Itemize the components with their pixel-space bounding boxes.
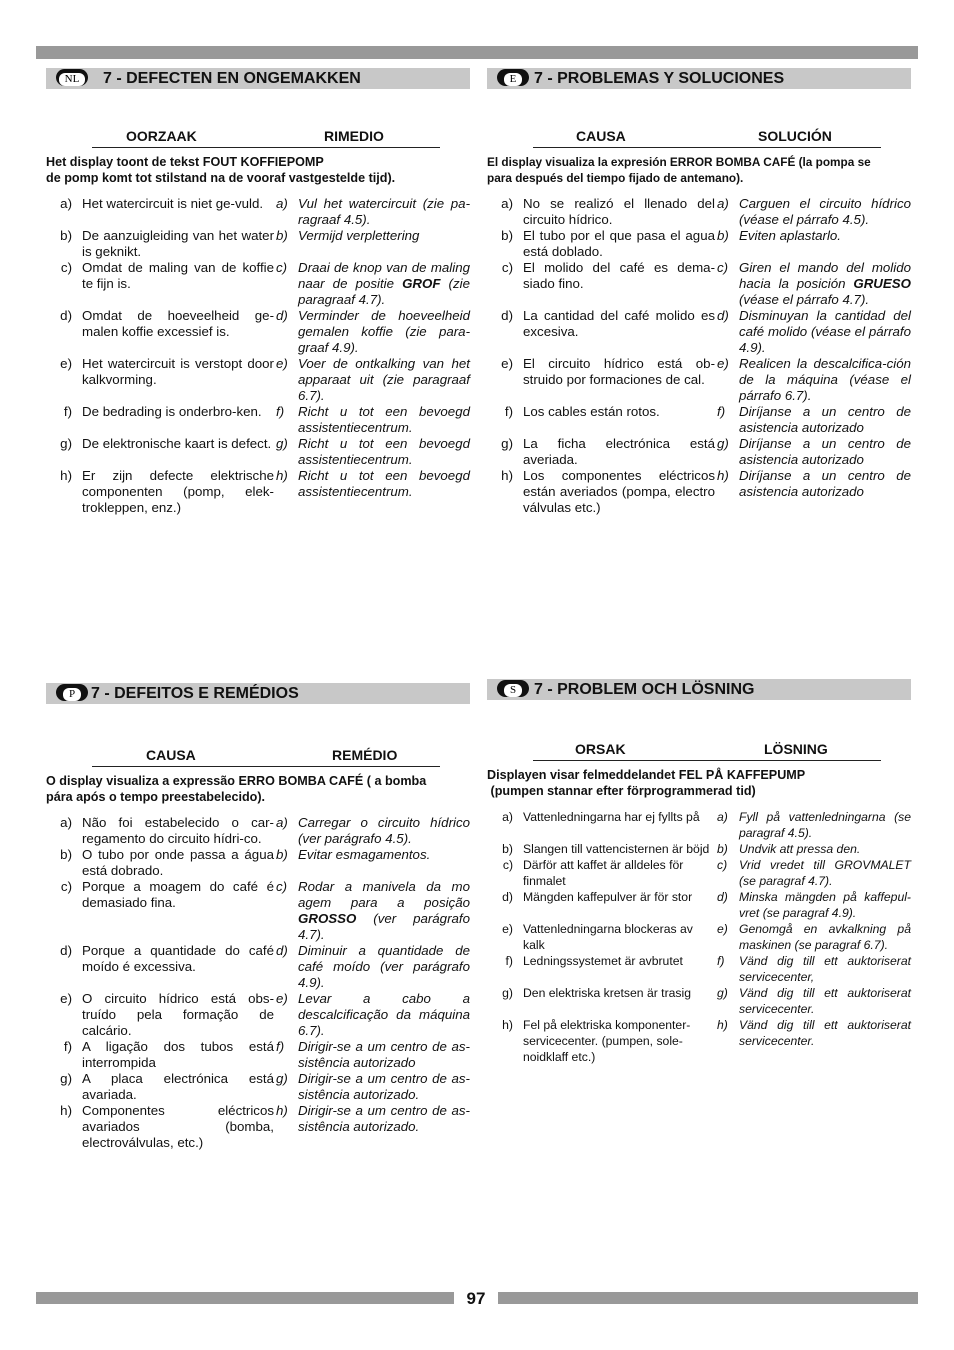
cause-letter: g) bbox=[502, 986, 513, 1000]
cause-text: El circuito hídrico está ob-struido por formaciones de cal. bbox=[523, 356, 715, 387]
rows bbox=[46, 196, 470, 516]
remedy-letter: b) bbox=[717, 228, 729, 243]
cause-letter: f) bbox=[63, 1039, 72, 1054]
cause-cell bbox=[487, 889, 715, 921]
remedy-header: LÖSNING bbox=[764, 741, 828, 757]
table-row bbox=[46, 943, 470, 991]
rows bbox=[487, 809, 911, 1065]
cause-text: Den elektriska kretsen är trasig bbox=[523, 986, 691, 1000]
remedy-text: Levar a cabo a descalcificação da máquina 6.7). bbox=[298, 991, 470, 1038]
cause-text: Därför att kaffet är alldeles för finmalet bbox=[523, 858, 684, 888]
table-row bbox=[46, 228, 470, 260]
top-bar bbox=[36, 46, 918, 59]
cause-letter: g) bbox=[60, 1071, 72, 1086]
cause-text: De aanzuigleiding van het water is geknikt. bbox=[82, 228, 274, 259]
cause-text: Porque a quantidade do café moído é excessiva. bbox=[82, 943, 274, 974]
page-number: 97 bbox=[466, 1289, 486, 1308]
cause-letter: h) bbox=[60, 1103, 72, 1118]
remedy-cell bbox=[715, 1017, 911, 1065]
table-row bbox=[487, 809, 911, 841]
cause-cell bbox=[46, 468, 274, 516]
remedy-cell bbox=[715, 857, 911, 889]
remedy-letter: a) bbox=[717, 810, 728, 824]
remedy-text: Carregar o circuito hídrico (ver parágrafo 4.5). bbox=[298, 815, 470, 846]
remedy-letter: f) bbox=[276, 404, 285, 419]
table-row bbox=[46, 436, 470, 468]
section-header bbox=[46, 683, 470, 704]
remedy-letter: c) bbox=[276, 879, 288, 894]
table-row bbox=[487, 308, 911, 356]
cause-text: Não foi estabelecido o car-regamento do circuito hídri-co. bbox=[82, 815, 274, 846]
table-row bbox=[487, 1017, 911, 1065]
table-row bbox=[46, 468, 470, 516]
cause-cell bbox=[487, 1017, 715, 1065]
cause-letter: c) bbox=[60, 260, 72, 275]
cause-cell bbox=[46, 228, 274, 260]
remedy-text: Realicen la descalcifica-ción de la máquina (véase el párrafo 6.7). bbox=[739, 356, 911, 403]
cause-cell bbox=[46, 196, 274, 228]
table-row bbox=[487, 356, 911, 404]
cause-cell bbox=[46, 879, 274, 943]
remedy-header: SOLUCIÓN bbox=[758, 128, 832, 144]
table-row bbox=[46, 1103, 470, 1151]
cause-cell bbox=[46, 260, 274, 308]
cause-letter: b) bbox=[501, 228, 513, 243]
cause-letter: d) bbox=[502, 890, 513, 904]
remedy-cell bbox=[715, 809, 911, 841]
cause-cell bbox=[46, 943, 274, 991]
table-row bbox=[46, 196, 470, 228]
cause-letter: c) bbox=[502, 858, 513, 872]
remedy-letter: g) bbox=[276, 436, 288, 451]
cause-text: Het watercircuit is niet ge-vuld. bbox=[82, 196, 264, 211]
table-row bbox=[487, 857, 911, 889]
cause-letter: b) bbox=[60, 228, 72, 243]
cause-text: No se realizó el llenado del circuito hídrico. bbox=[523, 196, 715, 227]
cause-text: O circuito hídrico está obs-truído pela formação de calcário. bbox=[82, 991, 274, 1038]
cause-text: La ficha electrónica está averiada. bbox=[523, 436, 715, 467]
rows bbox=[487, 196, 911, 516]
remedy-cell bbox=[274, 436, 470, 468]
remedy-letter: d) bbox=[276, 308, 288, 323]
cause-cell bbox=[487, 196, 715, 228]
cause-text: A placa electrónica está avariada. bbox=[82, 1071, 274, 1102]
section-header bbox=[487, 679, 911, 700]
cause-cell bbox=[487, 985, 715, 1017]
remedy-text: Carguen el circuito hídrico (véase el párrafo 4.5). bbox=[739, 196, 911, 227]
language-badge: NL bbox=[56, 69, 88, 86]
cause-letter: e) bbox=[60, 356, 72, 371]
remedy-text: Diríjanse a un centro de asistencia autorizado bbox=[739, 404, 911, 435]
cause-text: Omdat de hoeveelheid ge-malen koffie excessief is. bbox=[82, 308, 274, 339]
cause-cell bbox=[46, 356, 274, 404]
cause-cell bbox=[487, 809, 715, 841]
cause-cell bbox=[487, 356, 715, 404]
table-row bbox=[46, 1071, 470, 1103]
table-row bbox=[487, 921, 911, 953]
remedy-letter: d) bbox=[717, 890, 728, 904]
problem-description: Displayen visar felmeddelandet FEL PÅ KAFFEPUMP (pumpen stannar efter förprogrammerad tid) bbox=[487, 768, 806, 798]
cause-cell bbox=[487, 228, 715, 260]
section-title: 7 - DEFECTEN EN ONGEMAKKEN bbox=[103, 70, 361, 87]
table-row bbox=[487, 196, 911, 228]
remedy-letter: e) bbox=[717, 356, 729, 371]
cause-letter: f) bbox=[504, 404, 513, 419]
cause-letter: b) bbox=[502, 842, 513, 856]
remedy-text: Undvik att pressa den. bbox=[739, 842, 861, 856]
remedy-text: Richt u tot een bevoegd assistentiecentrum. bbox=[298, 468, 470, 499]
remedy-text: Richt u tot een bevoegd assistentiecentrum. bbox=[298, 404, 470, 435]
remedy-text: Eviten aplastarlo. bbox=[739, 228, 841, 243]
remedy-text: Vänd dig till ett auktoriserat servicecenter, bbox=[739, 954, 911, 984]
cause-letter: a) bbox=[60, 815, 72, 830]
table-row bbox=[46, 879, 470, 943]
remedy-text: Diminuir a quantidade de café moído (ver parágrafo 4.9). bbox=[298, 943, 470, 990]
table-row bbox=[487, 889, 911, 921]
cause-letter: f) bbox=[505, 954, 513, 968]
remedy-cell bbox=[715, 436, 911, 468]
column-headers bbox=[533, 738, 881, 761]
remedy-cell bbox=[715, 196, 911, 228]
cause-cell bbox=[46, 308, 274, 356]
remedy-cell bbox=[715, 308, 911, 356]
cause-letter: g) bbox=[60, 436, 72, 451]
remedy-cell bbox=[274, 356, 470, 404]
remedy-letter: f) bbox=[276, 1039, 285, 1054]
remedy-letter: h) bbox=[717, 1018, 728, 1032]
remedy-letter: e) bbox=[717, 922, 728, 936]
cause-text: O tubo por onde passa a água está dobrado. bbox=[82, 847, 274, 878]
remedy-text: Vänd dig till ett auktoriserat servicecenter. bbox=[739, 986, 911, 1016]
cause-text: De elektronische kaart is defect. bbox=[82, 436, 272, 451]
table-row bbox=[46, 308, 470, 356]
cause-letter: d) bbox=[501, 308, 513, 323]
remedy-cell bbox=[715, 985, 911, 1017]
remedy-text: Draai de knop van de maling naar de positie GROF (zie paragraaf 4.7). bbox=[298, 260, 470, 307]
remedy-letter: h) bbox=[276, 1103, 288, 1118]
cause-text: El molido del café es dema-siado fino. bbox=[523, 260, 715, 291]
cause-letter: f) bbox=[63, 404, 72, 419]
cause-text: Fel på elektriska komponenter-servicecenter. (pumpen, sole-noidklaff etc.) bbox=[523, 1018, 691, 1064]
table-row bbox=[46, 404, 470, 436]
remedy-letter: a) bbox=[276, 815, 288, 830]
cause-text: Mängden kaffepulver är för stor bbox=[523, 890, 693, 904]
remedy-cell bbox=[274, 1071, 470, 1103]
cause-letter: e) bbox=[502, 922, 513, 936]
remedy-letter: e) bbox=[276, 356, 288, 371]
remedy-letter: h) bbox=[717, 468, 729, 483]
table-row bbox=[487, 985, 911, 1017]
table-row bbox=[46, 1039, 470, 1071]
cause-cell bbox=[487, 857, 715, 889]
problem-description: Het display toont de tekst FOUT KOFFIEPOMP de pomp komt tot stilstand na de vooraf vastgestelde tijd). bbox=[46, 155, 396, 185]
remedy-text: Vul het watercircuit (zie pa-ragraaf 4.5). bbox=[298, 196, 470, 227]
remedy-letter: b) bbox=[717, 842, 728, 856]
remedy-text: Evitar esmagamentos. bbox=[298, 847, 431, 862]
remedy-cell bbox=[274, 943, 470, 991]
section-header bbox=[487, 68, 911, 89]
cause-cell bbox=[46, 1103, 274, 1151]
section-header bbox=[46, 68, 470, 89]
column-headers bbox=[92, 125, 440, 148]
remedy-cell bbox=[274, 308, 470, 356]
table-row bbox=[46, 356, 470, 404]
language-badge: S bbox=[497, 680, 529, 697]
problem-description: O display visualiza a expressão ERRO BOMBA CAFÉ ( a bomba pára após o tempo preestabelecido). bbox=[46, 774, 427, 804]
language-badge: P bbox=[56, 684, 88, 701]
cause-cell bbox=[46, 991, 274, 1039]
remedy-header: REMÉDIO bbox=[332, 747, 398, 763]
remedy-cell bbox=[274, 815, 470, 847]
cause-letter: c) bbox=[60, 879, 72, 894]
remedy-letter: b) bbox=[276, 228, 288, 243]
remedy-text: Dirigir-se a um centro de as-sistência autorizado bbox=[298, 1039, 470, 1070]
table-row bbox=[487, 841, 911, 857]
remedy-text: Richt u tot een bevoegd assistentiecentrum. bbox=[298, 436, 470, 467]
remedy-text: Diríjanse a un centro de asistencia autorizado bbox=[739, 468, 911, 499]
cause-letter: a) bbox=[502, 810, 513, 824]
cause-letter: e) bbox=[501, 356, 513, 371]
cause-text: La cantidad del café molido es excesiva. bbox=[523, 308, 715, 339]
column-headers bbox=[92, 744, 440, 767]
remedy-letter: a) bbox=[717, 196, 729, 211]
cause-text: Los cables están rotos. bbox=[523, 404, 660, 419]
cause-header: CAUSA bbox=[576, 128, 626, 144]
remedy-cell bbox=[715, 404, 911, 436]
cause-header: ORSAK bbox=[575, 741, 626, 757]
cause-cell bbox=[487, 404, 715, 436]
cause-text: Los componentes eléctricos están averiados (pompa, electro válvulas etc.) bbox=[523, 468, 715, 515]
remedy-text: Dirigir-se a um centro de as-sistência autorizado. bbox=[298, 1071, 470, 1102]
remedy-text: Vermijd verplettering bbox=[298, 228, 420, 243]
cause-letter: d) bbox=[60, 308, 72, 323]
remedy-cell bbox=[715, 260, 911, 308]
remedy-text: Disminuyan la cantidad del café molido (véase el párrafo 4.9). bbox=[739, 308, 911, 355]
cause-cell bbox=[487, 953, 715, 985]
remedy-cell bbox=[274, 260, 470, 308]
remedy-text: Minska mängden på kaffepul-vret (se paragraf 4.9). bbox=[739, 890, 911, 920]
remedy-cell bbox=[715, 468, 911, 516]
cause-text: Componentes eléctricos avariados (bomba, electroválvulas, etc.) bbox=[82, 1103, 274, 1150]
remedy-cell bbox=[274, 879, 470, 943]
remedy-letter: g) bbox=[717, 436, 729, 451]
table-row bbox=[487, 953, 911, 985]
cause-text: A ligação dos tubos está interrompida bbox=[82, 1039, 274, 1070]
cause-letter: a) bbox=[60, 196, 72, 211]
remedy-text: Genomgå en avkalkning på maskinen (se paragraf 6.7). bbox=[739, 922, 911, 952]
remedy-letter: d) bbox=[717, 308, 729, 323]
cause-cell bbox=[46, 1071, 274, 1103]
remedy-cell bbox=[715, 889, 911, 921]
remedy-cell bbox=[715, 921, 911, 953]
remedy-cell bbox=[715, 953, 911, 985]
cause-letter: c) bbox=[501, 260, 513, 275]
remedy-text: Giren el mando del molido hacia la posición GRUESO (véase el párrafo 4.7). bbox=[739, 260, 911, 307]
remedy-letter: d) bbox=[276, 943, 288, 958]
cause-cell bbox=[487, 468, 715, 516]
cause-text: Slangen till vattencisternen är böjd bbox=[523, 842, 710, 856]
cause-letter: a) bbox=[501, 196, 513, 211]
table-row bbox=[487, 468, 911, 516]
section-title: 7 - PROBLEMAS Y SOLUCIONES bbox=[534, 70, 785, 87]
table-row bbox=[487, 404, 911, 436]
cause-cell bbox=[46, 815, 274, 847]
column-headers bbox=[533, 125, 881, 148]
remedy-letter: b) bbox=[276, 847, 288, 862]
remedy-cell bbox=[274, 468, 470, 516]
remedy-letter: c) bbox=[276, 260, 288, 275]
remedy-cell bbox=[274, 196, 470, 228]
section-s bbox=[487, 679, 911, 1065]
cause-text: Vattenledningarna har ej fyllts på bbox=[523, 810, 700, 824]
remedy-text: Verminder de hoeveelheid gemalen koffie (zie para-graaf 4.9). bbox=[298, 308, 470, 355]
remedy-text: Diríjanse a un centro de asistencia autorizado bbox=[739, 436, 911, 467]
table-row bbox=[46, 991, 470, 1039]
remedy-text: Rodar a manivela da mo agem para a posição GROSSO (ver parágrafo 4.7). bbox=[298, 879, 470, 942]
cause-letter: h) bbox=[502, 1018, 513, 1032]
rows bbox=[46, 815, 470, 1151]
language-badge: E bbox=[497, 69, 529, 86]
remedy-text: Vrid vredet till GROVMALET (se paragraf 4.7). bbox=[739, 858, 911, 888]
section-e bbox=[487, 68, 911, 516]
cause-letter: h) bbox=[501, 468, 513, 483]
cause-text: De bedrading is onderbro-ken. bbox=[82, 404, 262, 419]
cause-cell bbox=[487, 308, 715, 356]
cause-letter: g) bbox=[501, 436, 513, 451]
remedy-text: Voer de ontkalking van het apparaat uit (zie paragraaf 6.7). bbox=[298, 356, 470, 403]
remedy-cell bbox=[715, 841, 911, 857]
table-row bbox=[46, 847, 470, 879]
cause-cell bbox=[46, 1039, 274, 1071]
cause-cell bbox=[487, 921, 715, 953]
remedy-letter: g) bbox=[717, 986, 728, 1000]
remedy-letter: c) bbox=[717, 858, 728, 872]
table-row bbox=[487, 260, 911, 308]
section-title: 7 - DEFEITOS E REMÉDIOS bbox=[91, 685, 299, 702]
table-row bbox=[487, 436, 911, 468]
section-nl bbox=[46, 68, 470, 516]
remedy-cell bbox=[715, 228, 911, 260]
remedy-text: Vänd dig till ett auktoriserat servicecenter. bbox=[739, 1018, 911, 1048]
cause-letter: h) bbox=[60, 468, 72, 483]
remedy-cell bbox=[274, 1039, 470, 1071]
cause-text: Er zijn defecte elektrische componenten (pomp, elek-trokleppen, enz.) bbox=[82, 468, 274, 515]
table-row bbox=[487, 228, 911, 260]
remedy-cell bbox=[715, 356, 911, 404]
remedy-letter: f) bbox=[717, 404, 726, 419]
cause-cell bbox=[487, 260, 715, 308]
cause-text: Porque a moagem do café é demasiado fina. bbox=[82, 879, 274, 910]
remedy-text: Fyll på vattenledningarna (se paragraf 4.5). bbox=[739, 810, 911, 840]
cause-letter: b) bbox=[60, 847, 72, 862]
table-row bbox=[46, 815, 470, 847]
cause-text: Omdat de maling van de koffie te fijn is. bbox=[82, 260, 274, 291]
remedy-header: RIMEDIO bbox=[324, 128, 384, 144]
cause-letter: e) bbox=[60, 991, 72, 1006]
remedy-text: Dirigir-se a um centro de as-sistência autorizado. bbox=[298, 1103, 470, 1134]
remedy-letter: c) bbox=[717, 260, 729, 275]
cause-cell bbox=[46, 436, 274, 468]
remedy-cell bbox=[274, 847, 470, 879]
remedy-cell bbox=[274, 991, 470, 1039]
remedy-cell bbox=[274, 228, 470, 260]
remedy-letter: h) bbox=[276, 468, 288, 483]
remedy-letter: e) bbox=[276, 991, 288, 1006]
bottom-bar-left bbox=[36, 1292, 454, 1304]
cause-cell bbox=[46, 404, 274, 436]
cause-header: CAUSA bbox=[146, 747, 196, 763]
problem-description: El display visualiza la expresión ERROR BOMBA CAFÉ (la pompa se para después del tiempo fijado de antemano). bbox=[487, 155, 871, 185]
section-p bbox=[46, 683, 470, 1151]
cause-cell bbox=[487, 436, 715, 468]
remedy-letter: f) bbox=[717, 954, 725, 968]
cause-text: El tubo por el que pasa el agua está doblado. bbox=[523, 228, 715, 259]
table-row bbox=[46, 260, 470, 308]
cause-cell bbox=[46, 847, 274, 879]
cause-text: Ledningssystemet är avbrutet bbox=[523, 954, 683, 968]
remedy-letter: g) bbox=[276, 1071, 288, 1086]
bottom-bar-right bbox=[498, 1292, 918, 1304]
cause-text: Vattenledningarna blockeras av kalk bbox=[523, 922, 693, 952]
cause-letter: d) bbox=[60, 943, 72, 958]
cause-header: OORZAAK bbox=[126, 128, 197, 144]
remedy-letter: a) bbox=[276, 196, 288, 211]
remedy-cell bbox=[274, 404, 470, 436]
section-title: 7 - PROBLEM OCH LÖSNING bbox=[534, 681, 755, 698]
cause-cell bbox=[487, 841, 715, 857]
cause-text: Het watercircuit is verstopt door kalkvorming. bbox=[82, 356, 274, 387]
remedy-cell bbox=[274, 1103, 470, 1151]
